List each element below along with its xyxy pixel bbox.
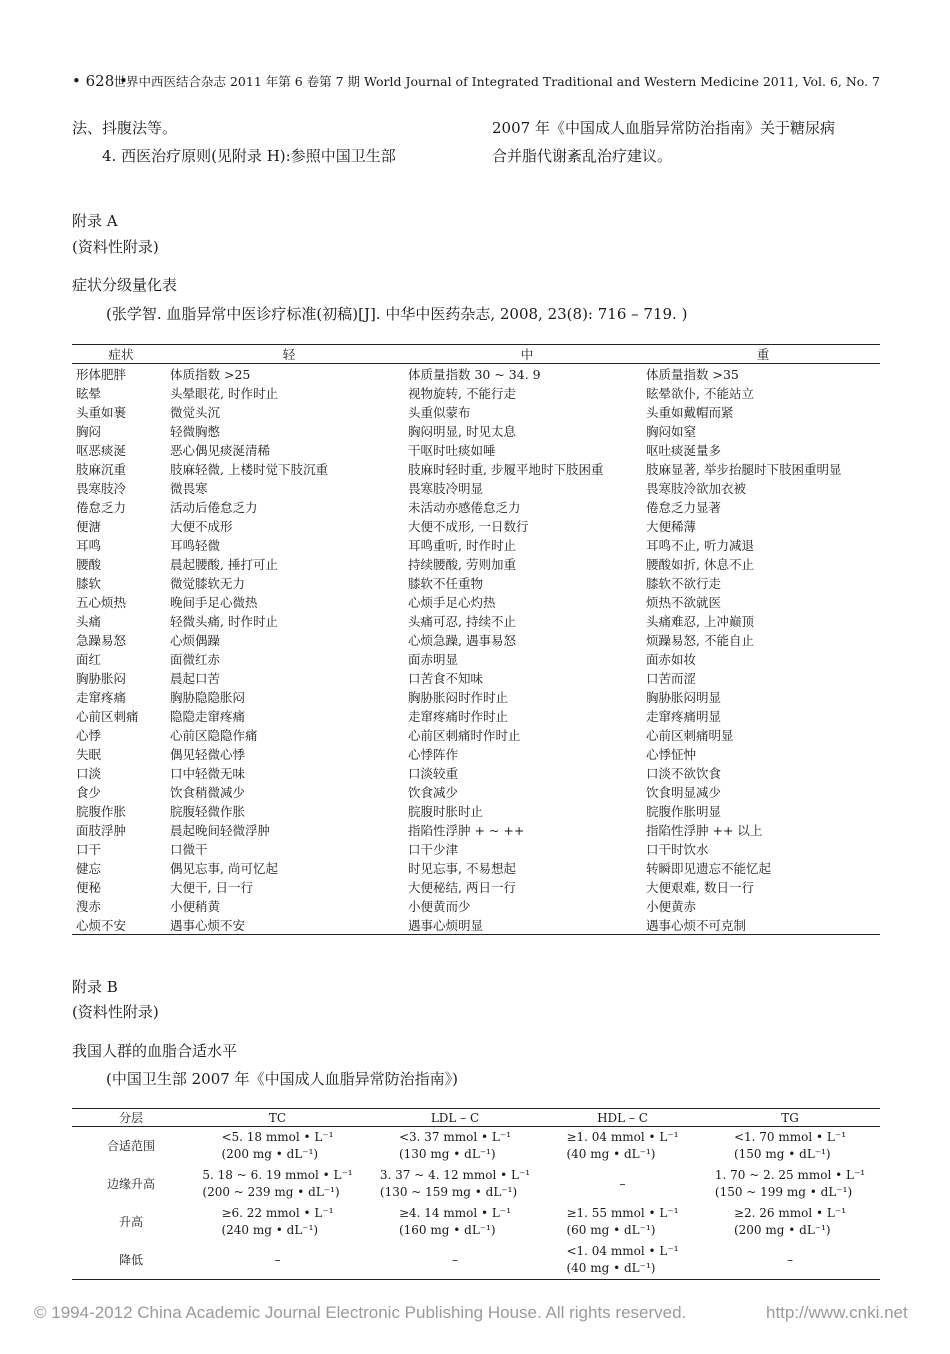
symptom-name-cell: 肢麻沉重 xyxy=(76,461,127,477)
grade-cell: 口中轻微无味 xyxy=(170,765,246,781)
grade-cell: 头晕眼花, 时作时止 xyxy=(170,385,278,401)
grade-cell: 走窜疼痛明显 xyxy=(646,708,722,724)
lipid-value xyxy=(566,1129,678,1163)
grade-cell: 指陷性浮肿 + ~ ++ xyxy=(408,822,525,838)
symptom-name-cell: 耳鸣 xyxy=(76,537,102,553)
grade-cell: 未活动亦感倦怠乏力 xyxy=(408,499,521,515)
grade-cell: 面赤明显 xyxy=(408,651,459,667)
grade-cell: 饮食稍微减少 xyxy=(170,784,246,800)
grade-cell: 大便不成形 xyxy=(170,518,233,534)
value-mg: (130 mg • dL⁻¹) xyxy=(398,1147,496,1161)
table-row xyxy=(72,630,880,649)
grade-cell: 体质量指数 30 ~ 34. 9 xyxy=(408,366,541,382)
grade-cell: 耳鸣不止, 听力减退 xyxy=(646,537,754,553)
lipid-value-cell xyxy=(545,1127,700,1166)
grade-cell: 微觉头沉 xyxy=(170,404,221,420)
column-header: HDL – C xyxy=(545,1109,700,1127)
lipid-value-cell xyxy=(365,1203,545,1241)
grade-cell: 心烦手足心灼热 xyxy=(408,594,496,610)
symptom-table-title: 症状分级量化表 xyxy=(72,276,178,294)
grade-cell: 遇事心烦不安 xyxy=(170,915,408,935)
lipid-value-cell xyxy=(700,1127,880,1166)
value-mmol: – xyxy=(452,1252,458,1267)
value-mmol: ≥6. 22 mmol • L⁻¹ xyxy=(221,1206,334,1220)
grade-cell: 畏寒肢冷明显 xyxy=(408,480,484,496)
grade-cell: 头痛可忍, 持续不止 xyxy=(408,613,516,629)
value-mmol: 3. 37 ~ 4. 12 mmol • L⁻¹ xyxy=(379,1168,531,1182)
table-row xyxy=(72,383,880,402)
column-header: TC xyxy=(190,1109,365,1127)
intro-right-column xyxy=(492,114,835,170)
grade-cell: 胸胁胀闷时作时止 xyxy=(408,689,509,705)
symptom-name-cell: 五心烦热 xyxy=(76,594,127,610)
value-mg: (40 mg • dL⁻¹) xyxy=(566,1147,656,1161)
table-row xyxy=(72,1241,880,1280)
lipid-value xyxy=(380,1167,530,1201)
value-mmol: ≥1. 55 mmol • L⁻¹ xyxy=(566,1206,679,1220)
table-row xyxy=(72,1203,880,1241)
grade-cell: 面微红赤 xyxy=(170,651,221,667)
grade-cell: 肢麻显著, 举步抬腿时下肢困重明显 xyxy=(646,461,842,477)
appendix-a-title: 附录 A xyxy=(72,212,118,230)
value-mmol: <5. 18 mmol • L⁻¹ xyxy=(221,1130,334,1144)
grade-cell: 畏寒肢冷欲加衣被 xyxy=(646,480,747,496)
grade-cell: 轻微胸憋 xyxy=(170,423,221,439)
grade-cell: 指陷性浮肿 ++ 以上 xyxy=(646,822,763,838)
table-row xyxy=(72,801,880,820)
grade-cell: 肢麻时轻时重, 步履平地时下肢困重 xyxy=(408,461,604,477)
intro-left-column xyxy=(72,114,396,170)
grade-cell: 体质指数 >25 xyxy=(170,366,251,382)
table-row xyxy=(72,554,880,573)
grade-cell: 口苦食不知味 xyxy=(408,670,484,686)
table-row xyxy=(72,592,880,611)
grade-cell: 肢麻轻微, 上楼时觉下肢沉重 xyxy=(170,461,328,477)
value-mmol: ≥2. 26 mmol • L⁻¹ xyxy=(733,1206,847,1220)
grade-cell: 轻微头痛, 时作时止 xyxy=(170,613,278,629)
value-mg: (130 ~ 159 mg • dL⁻¹) xyxy=(379,1185,518,1199)
value-mg: (200 mg • dL⁻¹) xyxy=(221,1147,319,1161)
grade-cell: 头重如戴帽而紧 xyxy=(646,404,734,420)
lipid-value xyxy=(221,1205,333,1239)
value-mg: (150 mg • dL⁻¹) xyxy=(733,1147,831,1161)
value-mmol: ≥4. 14 mmol • L⁻¹ xyxy=(398,1206,512,1220)
grade-cell: 心悸阵作 xyxy=(408,746,459,762)
table-row xyxy=(72,820,880,839)
grade-cell: 眩晕欲仆, 不能站立 xyxy=(646,385,754,401)
intro-line: 法、抖腹法等。 xyxy=(72,119,178,137)
table-row xyxy=(72,478,880,497)
grade-cell: 腰酸如折, 休息不止 xyxy=(646,556,754,572)
grade-cell: 小便稍黄 xyxy=(170,898,221,914)
grade-cell: 胸闷明显, 时见太息 xyxy=(408,423,516,439)
symptom-name-cell: 心烦不安 xyxy=(72,915,170,935)
grade-cell: 胸胁胀闷明显 xyxy=(646,689,722,705)
grade-cell: 心前区刺痛明显 xyxy=(646,727,734,743)
column-header: 症状 xyxy=(72,345,170,364)
grade-cell: 倦怠乏力显著 xyxy=(646,499,722,515)
table-row xyxy=(72,421,880,440)
intro-line: 4. 西医治疗原则(见附录 H):参照中国卫生部 xyxy=(102,147,396,165)
symptom-name-cell: 胸胁胀闷 xyxy=(76,670,127,686)
symptom-name-cell: 腰酸 xyxy=(76,556,102,572)
table-row xyxy=(72,364,880,384)
stratum-label-cell: 合适范围 xyxy=(106,1138,155,1153)
grade-cell: 心悸怔忡 xyxy=(646,746,697,762)
table-row xyxy=(72,649,880,668)
grade-cell: 大便艰难, 数日一行 xyxy=(646,879,754,895)
table-row xyxy=(72,535,880,554)
appendix-b-title: 附录 B xyxy=(72,978,118,996)
appendix-a-type: (资料性附录) xyxy=(72,238,159,256)
symptom-name-cell: 失眠 xyxy=(76,746,102,762)
copyright-text: © 1994-2012 China Academic Journal Electronic Publishing House. All rights reserved. xyxy=(34,1303,687,1322)
grade-cell: 头重似蒙布 xyxy=(408,404,471,420)
value-mg: (160 mg • dL⁻¹) xyxy=(398,1223,496,1237)
lipid-value-cell xyxy=(190,1203,365,1241)
grade-cell: 晨起晚间轻微浮肿 xyxy=(170,822,271,838)
lipid-value xyxy=(620,1176,626,1193)
lipid-value xyxy=(452,1252,458,1269)
lipid-value xyxy=(734,1205,846,1239)
lipid-value xyxy=(734,1129,846,1163)
grade-cell: 口微干 xyxy=(170,841,208,857)
grade-cell: 脘腹轻微作胀 xyxy=(170,803,246,819)
column-header: 轻 xyxy=(170,345,408,364)
grade-cell: 口干时饮水 xyxy=(646,841,709,857)
symptom-name-cell: 眩晕 xyxy=(76,385,102,401)
grade-cell: 恶心偶见痰涎清稀 xyxy=(170,442,271,458)
grade-cell: 耳鸣轻微 xyxy=(170,537,221,553)
lipid-table-citation: (中国卫生部 2007 年《中国成人血脂异常防治指南》) xyxy=(106,1070,458,1088)
symptom-name-cell: 急躁易怒 xyxy=(76,632,127,648)
grade-cell: 面赤如妆 xyxy=(646,651,697,667)
table-row xyxy=(72,725,880,744)
table-row xyxy=(72,573,880,592)
grade-cell: 胸闷如窒 xyxy=(646,423,697,439)
grade-cell: 晨起腰酸, 捶打可止 xyxy=(170,556,278,572)
table-row xyxy=(72,687,880,706)
table-row xyxy=(72,497,880,516)
grade-cell: 脘腹作胀明显 xyxy=(646,803,722,819)
grade-cell: 胸胁隐隐胀闷 xyxy=(170,689,246,705)
grade-cell: 时见忘事, 不易想起 xyxy=(408,860,516,876)
journal-info: 世界中西医结合杂志 2011 年第 6 卷第 7 期 World Journal of Integrated Traditional and Western Medicine 2011, Vol. 6, No. 7 xyxy=(113,74,880,89)
value-mmol: 5. 18 ~ 6. 19 mmol • L⁻¹ xyxy=(202,1168,353,1182)
lipid-value-cell xyxy=(700,1241,880,1280)
column-header: 分层 xyxy=(72,1109,190,1127)
grade-cell: 转瞬即见遗忘不能忆起 xyxy=(646,860,772,876)
value-mg: (240 mg • dL⁻¹) xyxy=(221,1223,319,1237)
grade-cell: 晨起口苦 xyxy=(170,670,221,686)
symptom-name-cell: 便秘 xyxy=(76,879,102,895)
grade-cell: 大便稀薄 xyxy=(646,518,697,534)
value-mmol: ≥1. 04 mmol • L⁻¹ xyxy=(566,1130,679,1144)
value-mmol: <1. 04 mmol • L⁻¹ xyxy=(566,1244,679,1258)
lipid-levels-table xyxy=(72,1108,880,1280)
grade-cell: 大便干, 日一行 xyxy=(170,879,253,895)
table-row xyxy=(72,668,880,687)
symptom-name-cell: 脘腹作胀 xyxy=(76,803,127,819)
intro-line: 2007 年《中国成人血脂异常防治指南》关于糖尿病 xyxy=(492,119,835,137)
lipid-value-cell xyxy=(700,1203,880,1241)
symptom-table-citation: (张学智. 血脂异常中医诊疗标准(初稿)[J]. 中华中医药杂志, 2008, 23(8): 716 – 719. ) xyxy=(106,305,688,323)
value-mmol: – xyxy=(619,1176,626,1191)
lipid-value-cell xyxy=(190,1241,365,1280)
page-number: • 628 • xyxy=(72,72,128,90)
table-row xyxy=(72,896,880,915)
lipid-value-cell xyxy=(545,1203,700,1241)
symptom-name-cell: 面红 xyxy=(76,651,102,667)
lipid-value-cell xyxy=(365,1165,545,1203)
table-row xyxy=(72,459,880,478)
lipid-value xyxy=(715,1167,865,1201)
symptom-name-cell: 心前区刺痛 xyxy=(76,708,139,724)
symptom-name-cell: 溲赤 xyxy=(76,898,102,914)
grade-cell: 小便黄赤 xyxy=(646,898,697,914)
grade-cell: 耳鸣重听, 时作时止 xyxy=(408,537,516,553)
table-row xyxy=(72,763,880,782)
lipid-value-cell xyxy=(365,1127,545,1166)
symptom-name-cell: 倦怠乏力 xyxy=(76,499,127,515)
column-header: LDL – C xyxy=(365,1109,545,1127)
grade-cell: 活动后倦怠乏力 xyxy=(170,499,258,515)
grade-cell: 干呕时吐痰如唾 xyxy=(408,442,496,458)
lipid-value xyxy=(399,1129,511,1163)
symptom-grading-table xyxy=(72,344,880,935)
value-mg: (200 mg • dL⁻¹) xyxy=(733,1223,831,1237)
table-row xyxy=(72,877,880,896)
symptom-name-cell: 形体肥胖 xyxy=(76,366,127,382)
column-header: 重 xyxy=(646,345,880,364)
value-mg: (150 ~ 199 mg • dL⁻¹) xyxy=(714,1185,853,1199)
lipid-table-title: 我国人群的血脂合适水平 xyxy=(72,1042,238,1060)
grade-cell: 偶见忘事, 尚可忆起 xyxy=(170,860,278,876)
lipid-value xyxy=(566,1243,678,1277)
lipid-value xyxy=(399,1205,511,1239)
stratum-label-cell: 升高 xyxy=(118,1214,143,1229)
table-header-row xyxy=(72,1109,880,1127)
grade-cell: 体质量指数 >35 xyxy=(646,366,739,382)
table-row xyxy=(72,1127,880,1166)
stratum-label-cell: 降低 xyxy=(72,1241,190,1280)
lipid-value-cell xyxy=(190,1165,365,1203)
stratum-label-cell: 边缘升高 xyxy=(106,1176,155,1191)
table-row xyxy=(72,706,880,725)
table-row xyxy=(72,915,880,935)
grade-cell: 小便黄而少 xyxy=(408,898,471,914)
grade-cell: 脘腹时胀时止 xyxy=(408,803,484,819)
symptom-name-cell: 胸闷 xyxy=(76,423,102,439)
grade-cell: 心前区隐隐作痛 xyxy=(170,727,258,743)
value-mmol: 1. 70 ~ 2. 25 mmol • L⁻¹ xyxy=(714,1168,866,1182)
table-header-row xyxy=(72,345,880,364)
grade-cell: 大便不成形, 一日数行 xyxy=(408,518,529,534)
lipid-value xyxy=(787,1252,793,1269)
grade-cell: 视物旋转, 不能行走 xyxy=(408,385,516,401)
grade-cell: 偶见轻微心悸 xyxy=(170,746,246,762)
column-header: 中 xyxy=(408,345,646,364)
symptom-name-cell: 口干 xyxy=(76,841,102,857)
lipid-value-cell xyxy=(365,1241,545,1280)
lipid-value-cell xyxy=(545,1165,700,1203)
grade-cell: 饮食明显减少 xyxy=(646,784,722,800)
value-mmol: <3. 37 mmol • L⁻¹ xyxy=(398,1130,512,1144)
grade-cell: 心烦偶躁 xyxy=(170,632,221,648)
grade-cell: 遇事心烦不可克制 xyxy=(646,915,880,935)
grade-cell: 头痛难忍, 上冲巅顶 xyxy=(646,613,754,629)
grade-cell: 持续腰酸, 劳则加重 xyxy=(408,556,516,572)
lipid-value-cell xyxy=(545,1241,700,1280)
table-row xyxy=(72,744,880,763)
grade-cell: 晚间手足心微热 xyxy=(170,594,258,610)
grade-cell: 口苦而涩 xyxy=(646,670,697,686)
symptom-name-cell: 健忘 xyxy=(76,860,102,876)
grade-cell: 口淡不欲饮食 xyxy=(646,765,722,781)
symptom-name-cell: 面肢浮肿 xyxy=(76,822,127,838)
grade-cell: 口干少津 xyxy=(408,841,459,857)
value-mg: (40 mg • dL⁻¹) xyxy=(566,1261,656,1275)
cnki-link[interactable]: http://www.cnki.net xyxy=(766,1303,908,1322)
table-row xyxy=(72,782,880,801)
table-row xyxy=(72,611,880,630)
symptom-name-cell: 口淡 xyxy=(76,765,102,781)
grade-cell: 膝软不欲行走 xyxy=(646,575,722,591)
lipid-value-cell xyxy=(700,1165,880,1203)
grade-cell: 饮食减少 xyxy=(408,784,459,800)
grade-cell: 烦躁易怒, 不能自止 xyxy=(646,632,754,648)
lipid-value-cell xyxy=(190,1127,365,1166)
grade-cell: 呕吐痰涎量多 xyxy=(646,442,722,458)
table-row xyxy=(72,440,880,459)
lipid-value xyxy=(221,1129,333,1163)
table-row xyxy=(72,839,880,858)
table-row xyxy=(72,516,880,535)
value-mg: (60 mg • dL⁻¹) xyxy=(566,1223,656,1237)
grade-cell: 遇事心烦明显 xyxy=(408,915,646,935)
value-mg: (200 ~ 239 mg • dL⁻¹) xyxy=(202,1185,340,1199)
symptom-name-cell: 头痛 xyxy=(76,613,102,629)
symptom-name-cell: 头重如裹 xyxy=(76,404,127,420)
value-mmol: <1. 70 mmol • L⁻¹ xyxy=(733,1130,847,1144)
symptom-name-cell: 呕恶痰涎 xyxy=(76,442,127,458)
table-row xyxy=(72,402,880,421)
grade-cell: 大便秘结, 两日一行 xyxy=(408,879,516,895)
copyright-footer xyxy=(34,1303,908,1323)
table-row xyxy=(72,858,880,877)
lipid-value xyxy=(202,1167,352,1201)
value-mmol: – xyxy=(787,1252,793,1267)
grade-cell: 隐隐走窜疼痛 xyxy=(170,708,246,724)
symptom-name-cell: 膝软 xyxy=(76,575,102,591)
appendix-b-type: (资料性附录) xyxy=(72,1003,159,1021)
grade-cell: 心烦急躁, 遇事易怒 xyxy=(408,632,516,648)
grade-cell: 微畏寒 xyxy=(170,480,208,496)
grade-cell: 走窜疼痛时作时止 xyxy=(408,708,509,724)
grade-cell: 微觉膝软无力 xyxy=(170,575,246,591)
symptom-name-cell: 畏寒肢冷 xyxy=(76,480,127,496)
symptom-name-cell: 食少 xyxy=(76,784,102,800)
lipid-value xyxy=(566,1205,678,1239)
value-mmol: – xyxy=(274,1252,281,1267)
table-row xyxy=(72,1165,880,1203)
grade-cell: 烦热不欲就医 xyxy=(646,594,722,610)
intro-line: 合并脂代谢紊乱治疗建议。 xyxy=(492,147,673,165)
symptom-name-cell: 走窜疼痛 xyxy=(76,689,127,705)
grade-cell: 膝软不任重物 xyxy=(408,575,484,591)
lipid-value xyxy=(275,1252,281,1269)
symptom-name-cell: 便溏 xyxy=(76,518,102,534)
grade-cell: 口淡较重 xyxy=(408,765,459,781)
symptom-name-cell: 心悸 xyxy=(76,727,102,743)
grade-cell: 心前区刺痛时作时止 xyxy=(408,727,521,743)
column-header: TG xyxy=(700,1109,880,1127)
